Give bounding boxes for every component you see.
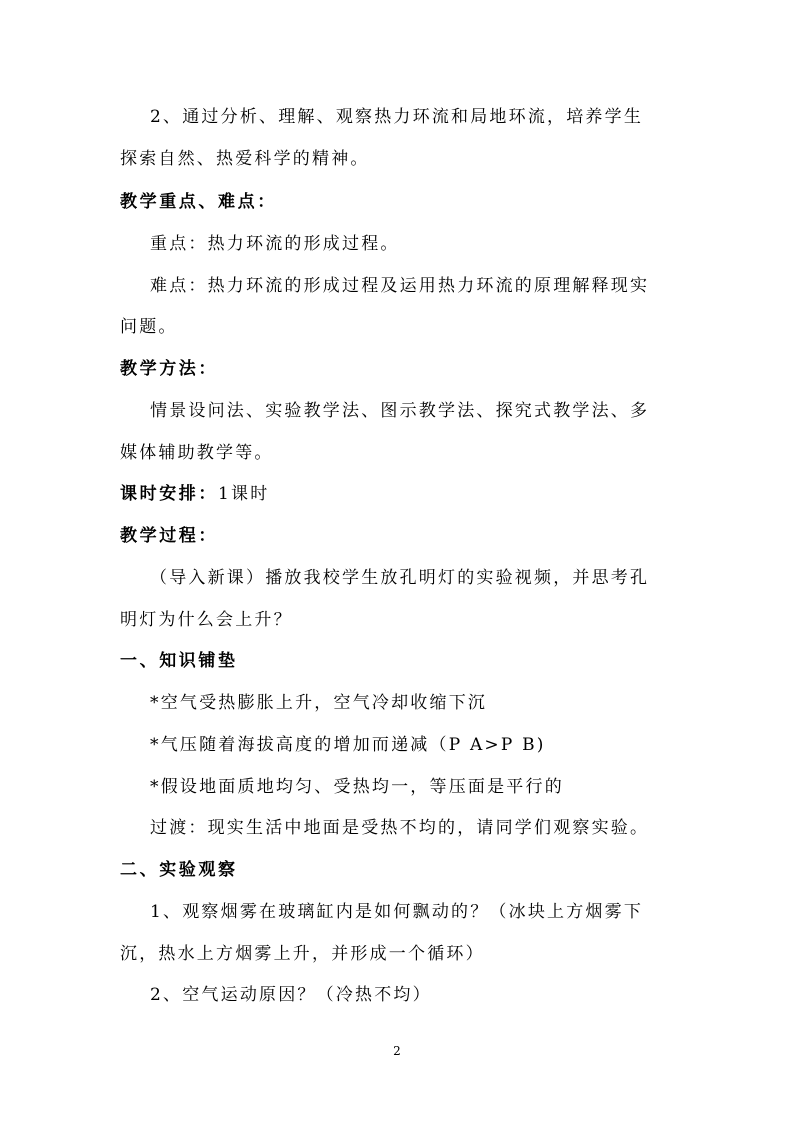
methods-line-2: 媒体辅助教学等。: [120, 443, 274, 463]
section-2-item-1-line-1: 1、观察烟雾在玻璃缸内是如何飘动的？（冰块上方烟雾下: [150, 902, 644, 922]
section-2-item-1-line-2: 沉，热水上方烟雾上升，并形成一个循环）: [120, 944, 485, 964]
objective-2-line-1: 2、通过分析、理解、观察热力环流和局地环流，培养学生: [150, 107, 644, 127]
section-1-bullet-3: *假设地面质地均匀、受热均一，等压面是平行的: [150, 777, 564, 797]
key-point-text: 重点：热力环流的形成过程。: [150, 234, 400, 254]
schedule-label: 课时安排：: [120, 484, 218, 504]
methods-heading: 教学方法：: [120, 359, 218, 379]
process-intro-line-2: 明灯为什么会上升？: [120, 610, 293, 630]
section-1-bullet-2: *气压随着海拔高度的增加而递减（P A>P B): [150, 735, 546, 755]
section-2-item-2: 2、空气运动原因？（冷热不均）: [150, 985, 432, 1005]
page-number: 2: [393, 1044, 401, 1058]
objective-2-line-2: 探索自然、热爱科学的精神。: [120, 149, 370, 169]
process-heading: 教学过程：: [120, 526, 218, 546]
process-intro-line-1: （导入新课）播放我校学生放孔明灯的实验视频，并思考孔: [150, 568, 650, 588]
section-1-transition: 过渡：现实生活中地面是受热不均的，请同学们观察实验。: [150, 818, 650, 838]
methods-line-1: 情景设问法、实验教学法、图示教学法、探究式教学法、多: [150, 401, 650, 421]
schedule-line: [120, 482, 269, 506]
difficulty-line-1: 难点：热力环流的形成过程及运用热力环流的原理解释现实: [150, 276, 650, 296]
schedule-value: 1课时: [218, 484, 270, 504]
section-1-heading: 一、知识铺垫: [120, 651, 238, 671]
section-2-heading: 二、实验观察: [120, 860, 238, 880]
key-points-heading: 教学重点、难点：: [120, 192, 277, 212]
difficulty-line-2: 问题。: [120, 317, 178, 337]
section-1-bullet-1: *空气受热膨胀上升，空气冷却收缩下沉: [150, 693, 488, 713]
